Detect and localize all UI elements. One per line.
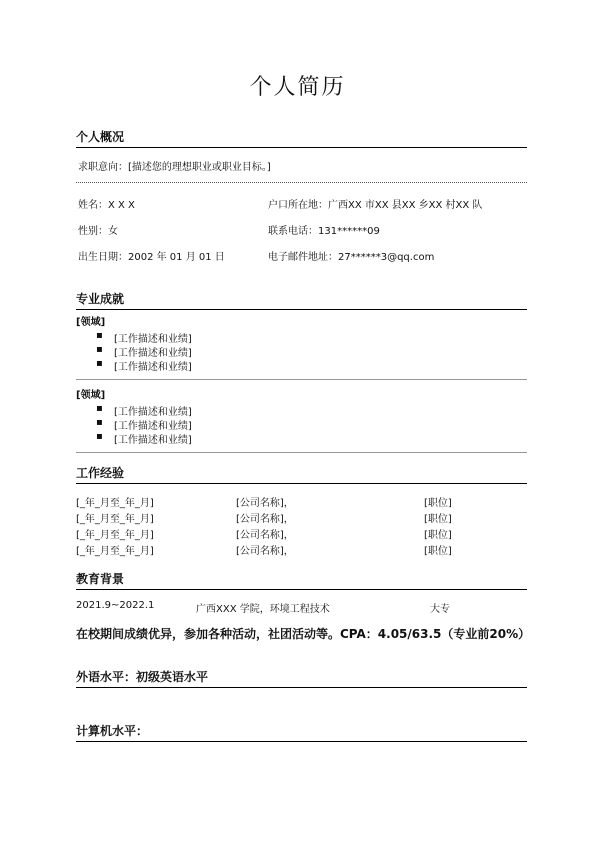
section-heading-computer: 计算机水平： xyxy=(76,722,527,742)
section-heading-overview: 个人概况 xyxy=(76,128,527,148)
experience-company: [公司名称]， xyxy=(236,546,294,557)
field-name: 姓名：X X X xyxy=(78,200,135,211)
achievement-item: [工作描述和业绩] xyxy=(114,435,192,446)
achievement-item: [工作描述和业绩] xyxy=(114,407,192,418)
section-heading-achievements: 专业成就 xyxy=(76,290,527,310)
bullet-icon: ▪ xyxy=(96,417,103,428)
experience-position: [职位] xyxy=(424,514,452,525)
achievement-item: [工作描述和业绩] xyxy=(114,421,192,432)
section-heading-education: 教育背景 xyxy=(76,570,527,590)
education-note: 在校期间成绩优异，参加各种活动，社团活动等。CPA：4.05/63.5（专业前20%） xyxy=(76,627,531,641)
field-phone: 联系电话：131******09 xyxy=(268,226,380,237)
area-label: [领域] xyxy=(76,390,106,401)
experience-position: [职位] xyxy=(424,498,452,509)
experience-period: [_年_月至_年_月] xyxy=(76,498,154,509)
experience-company: [公司名称]， xyxy=(236,514,294,525)
area-label: [领域] xyxy=(76,317,106,328)
experience-position: [职位] xyxy=(424,546,452,557)
bullet-icon: ▪ xyxy=(96,330,103,341)
achievement-item: [工作描述和业绩] xyxy=(114,362,192,373)
experience-period: [_年_月至_年_月] xyxy=(76,546,154,557)
education-degree: 大专 xyxy=(430,604,450,615)
achievement-item: [工作描述和业绩] xyxy=(114,348,192,359)
experience-company: [公司名称]， xyxy=(236,530,294,541)
section-heading-experience: 工作经验 xyxy=(76,464,527,484)
education-school: 广西XXX 学院，环境工程技术 xyxy=(196,604,330,615)
resume-title: 个人简历 xyxy=(249,75,346,100)
dotted-divider xyxy=(76,182,527,183)
experience-period: [_年_月至_年_月] xyxy=(76,514,154,525)
education-period: 2021.9~2022.1 xyxy=(76,600,155,611)
field-birthdate: 出生日期：2002 年 01 月 01 日 xyxy=(78,252,225,263)
group-divider xyxy=(76,379,527,380)
job-objective: 求职意向：[描述您的理想职业或职业目标。] xyxy=(78,162,271,173)
group-divider xyxy=(76,452,527,453)
field-gender: 性别：女 xyxy=(78,226,118,237)
bullet-icon: ▪ xyxy=(96,403,103,414)
experience-position: [职位] xyxy=(424,530,452,541)
field-email: 电子邮件地址：27******3@qq.com xyxy=(268,252,435,263)
achievement-item: [工作描述和业绩] xyxy=(114,334,192,345)
experience-period: [_年_月至_年_月] xyxy=(76,530,154,541)
section-heading-language: 外语水平：初级英语水平 xyxy=(76,668,527,688)
bullet-icon: ▪ xyxy=(96,344,103,355)
bullet-icon: ▪ xyxy=(96,358,103,369)
experience-company: [公司名称]， xyxy=(236,498,294,509)
bullet-icon: ▪ xyxy=(96,431,103,442)
field-hukou: 户口所在地：广西XX 市XX 县XX 乡XX 村XX 队 xyxy=(268,200,483,211)
